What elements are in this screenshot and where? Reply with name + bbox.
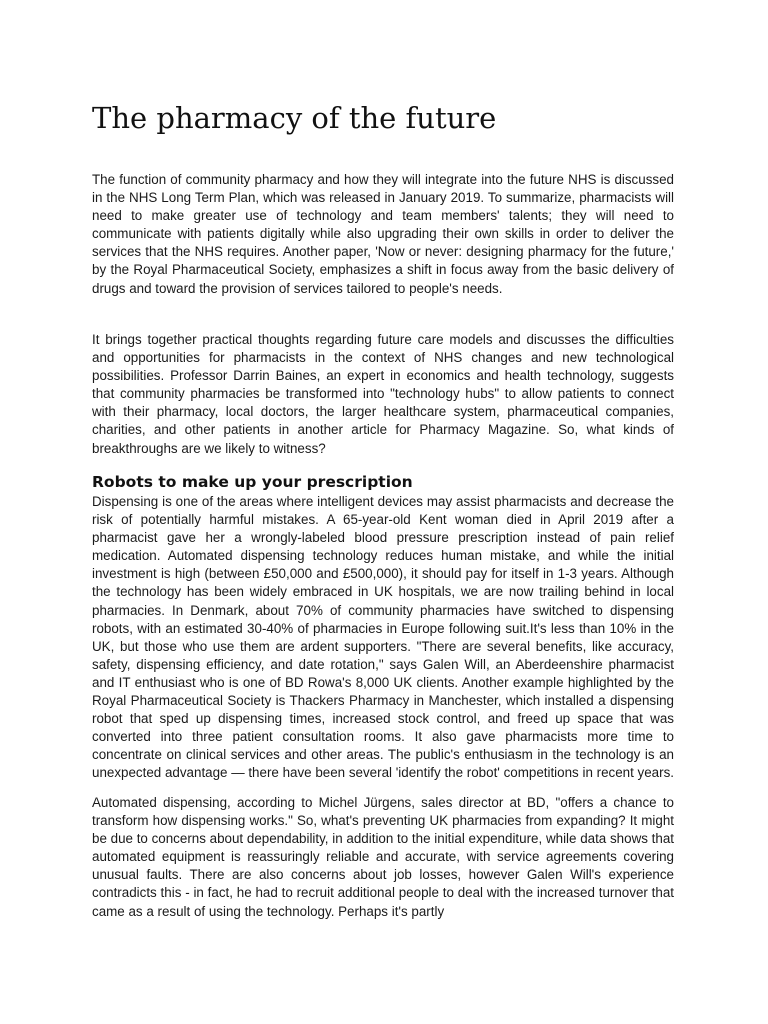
automated-dispensing-paragraph: Automated dispensing, according to Michel Jürgens, sales director at BD, "offers a chance to transform how dispensing works." So, what's preventing UK pharmacies from expanding? It might be due to concerns about dependability, in addition to the initial expenditure, while data shows that automated equipment is reassuringly reliable and accurate, with service agreements covering unusual faults. There are also concerns about job losses, however Galen Will's experience contradicts this - in fact, he had to recruit additional people to deal with the increased turnover that came as a result of using the technology. Perhaps it's partly — [92, 795, 674, 919]
robots-paragraph: Dispensing is one of the areas where intelligent devices may assist pharmacists and decrease the risk of potentially harmful mistakes. A 65-year-old Kent woman died in April 2019 after a pharmacist gave her a wrongly-labeled blood pressure prescription instead of pain relief medication. Automated dispensing technology reduces human mistake, and while the initial investment is high (between £50,000 and £500,000), it should pay for itself in 1-3 years. Although the technology has been widely embraced in UK hospitals, we are now trailing behind in local pharmacies. In Denmark, about 70% of community pharmacies have switched to dispensing robots, with an estimated 30-40% of pharmacies in Europe following suit.It's less than 10% in the UK, but those who use them are ardent supporters. "There are several benefits, like accuracy, safety, dispensing efficiency, and date rotation," says Galen Will, an Aberdeenshire pharmacist and IT enthusiast who is one of BD Rowa's 8,000 UK clients. Another example highlighted by the Royal Pharmaceutical Society is Thackers Pharmacy in Manchester, which installed a dispensing robot that sped up dispensing times, increased stock control, and freed up space that was converted into three patient consultation rooms. It also gave pharmacists more time to concentrate on clinical services and other areas. The public's enthusiasm in the technology is an unexpected advantage — there have been several 'identify the robot' competitions in recent years. — [92, 494, 675, 781]
context-paragraph: It brings together practical thoughts regarding future care models and discusses the difficulties and opportunities for pharmacists in the context of NHS changes and new technological possibilities. Professor Darrin Baines, an expert in economics and health technology, suggests that community pharmacies be transformed into "technology hubs" to allow patients to connect with their pharmacy, local doctors, the larger healthcare system, pharmaceutical companies, charities, and other patients in another article for Pharmacy Magazine. So, what kinds of breakthroughs are we likely to witness? — [92, 332, 674, 456]
document-title: The pharmacy of the future — [92, 101, 497, 135]
section-heading: Robots to make up your prescription — [92, 473, 413, 491]
intro-paragraph: The function of community pharmacy and how they will integrate into the future NHS is discussed in the NHS Long Term Plan, which was released in January 2019. To summarize, pharmacists will need to make greater use of technology and team members' talents; they will need to communicate with patients digitally while also upgrading their own skills in order to deliver the services that the NHS requires. Another paper, 'Now or never: designing pharmacy for the future,' by the Royal Pharmaceutical Society, emphasizes a shift in focus away from the basic delivery of drugs and toward the provision of services tailored to people's needs. — [92, 172, 674, 296]
